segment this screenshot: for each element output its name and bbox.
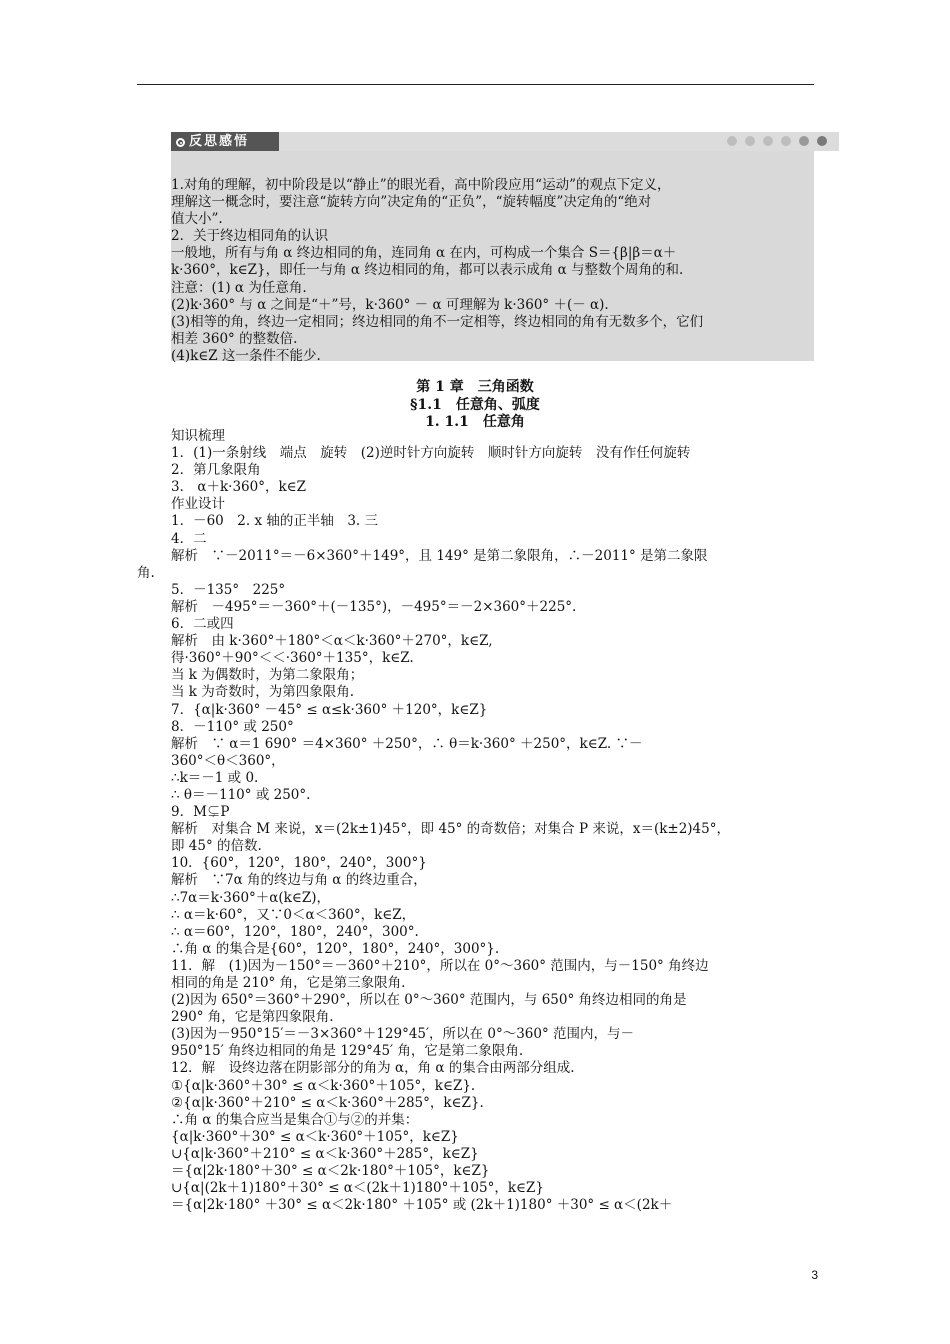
reflection-line: k·360°，k∈Z}，即任一与角 α 终边相同的角，都可以表示成角 α 与整数个周角的和. xyxy=(171,262,684,279)
dot-icon xyxy=(727,136,737,146)
content-line: 解析 ∵－2011°＝－6×360°＋149°，且 149° 是第二象限角，∴－2011° 是第二象限 xyxy=(171,547,708,564)
content-line: (2)因为 650°＝360°＋290°，所以在 0°～360° 范围内，与 650° 角终边相同的角是 xyxy=(171,992,687,1009)
reflection-text xyxy=(171,177,814,365)
reflection-tab xyxy=(171,132,279,151)
target-icon xyxy=(176,138,185,147)
content-line: 5．－135° 225° xyxy=(171,581,286,598)
answer-content xyxy=(137,428,814,1214)
content-line: ∪{α|k·360°＋210° ≤ α＜k·360°＋285°，k∈Z} xyxy=(171,1145,479,1162)
content-line: 作业设计 xyxy=(171,496,225,513)
content-line: 2．第几象限角 xyxy=(171,462,261,479)
content-line: 当 k 为偶数时，为第二象限角； xyxy=(171,667,364,684)
content-line: ＝{α|2k·180°＋30° ≤ α＜2k·180°＋105°，k∈Z} xyxy=(171,1163,490,1180)
content-line: ∴ θ＝－110° 或 250°. xyxy=(171,786,311,803)
content-line: 12．解 设终边落在阴影部分的角为 α，角 α 的集合由两部分组成. xyxy=(171,1060,575,1077)
content-line: 4．二 xyxy=(171,530,207,547)
reflection-line: 2．关于终边相同角的认识 xyxy=(171,228,329,245)
content-line: 360°＜θ＜360°， xyxy=(171,752,285,769)
content-line: 知识梳理 xyxy=(171,428,225,444)
content-line: 6．二或四 xyxy=(171,616,234,633)
content-line: 7．{α|k·360° －45° ≤ α≤k·360° ＋120°，k∈Z} xyxy=(171,701,488,718)
content-line: 1．(1)一条射线 端点 旋转 (2)逆时针方向旋转 顺时针方向旋转 没有作任何旋转 xyxy=(171,445,691,462)
content-line: ①{α|k·360°＋30° ≤ α＜k·360°＋105°，k∈Z}. xyxy=(171,1077,476,1094)
content-line: ∴k＝－1 或 0. xyxy=(171,769,259,786)
decorative-dots xyxy=(727,136,827,146)
content-line: 解析 ∵7α 角的终边与角 α 的终边重合， xyxy=(171,872,427,889)
header-rule xyxy=(137,84,814,85)
content-line: ②{α|k·360°＋210° ≤ α＜k·360°＋285°，k∈Z}. xyxy=(171,1094,484,1111)
dot-icon xyxy=(763,136,773,146)
content-line: 即 45° 的倍数. xyxy=(171,838,262,855)
content-line: ∪{α|(2k＋1)180°＋30° ≤ α＜(2k＋1)180°＋105°，k∈Z} xyxy=(171,1180,544,1197)
reflection-line: (4)k∈Z 这一条件不能少. xyxy=(171,347,321,364)
content-line: ∴角 α 的集合是{60°，120°，180°，240°，300°}. xyxy=(171,940,500,957)
section-title: §1.1 任意角、弧度 xyxy=(410,397,540,413)
content-line: ∴ α＝60°，120°，180°，240°，300°. xyxy=(171,923,419,940)
reflection-title: 反思感悟 xyxy=(189,134,250,149)
content-line: 解析 －495°＝－360°＋(－135°)，－495°＝－2×360°＋225°. xyxy=(171,598,577,615)
content-line: 8．－110° 或 250° xyxy=(171,718,294,735)
content-line: ＝{α|2k·180° ＋30° ≤ α＜2k·180° ＋105° 或 (2k＋1)180° ＋30° ≤ α＜(2k＋ xyxy=(171,1197,673,1214)
content-line: 950°15′ 角终边相同的角是 129°45′ 角，它是第二象限角. xyxy=(171,1043,524,1060)
content-line: 1．－60 2. x 轴的正半轴 3. 三 xyxy=(171,513,379,530)
dot-icon xyxy=(745,136,755,146)
reflection-line: 1.对角的理解，初中阶段是以“静止”的眼光看，高中阶段应用“运动”的观点下定义， xyxy=(171,177,671,193)
dot-icon xyxy=(799,136,809,146)
content-line: 解析 ∵ α＝1 690° ＝4×360° ＋250°，∴ θ＝k·360° ＋250°，k∈Z. ∵－ xyxy=(171,735,643,752)
page-number: 3 xyxy=(811,1268,818,1282)
content-line: ∴7α＝k·360°＋α(k∈Z)， xyxy=(171,889,330,906)
content-line: 3． α＋k·360°，k∈Z xyxy=(171,479,307,496)
subsection-title: 1. 1.1 任意角 xyxy=(425,414,525,430)
content-line: ∴角 α 的集合应当是集合①与②的并集： xyxy=(171,1111,419,1128)
content-line: 得·360°＋90°＜＜·360°＋135°，k∈Z. xyxy=(171,650,414,667)
reflection-header xyxy=(171,132,839,151)
content-line: 相同的角是 210° 角，它是第三象限角. xyxy=(171,975,406,991)
content-line: {α|k·360°＋30° ≤ α＜k·360°＋105°，k∈Z} xyxy=(171,1128,459,1145)
content-line: 9．M⊊P xyxy=(171,804,230,821)
dot-icon xyxy=(781,136,791,146)
content-line: (3)因为－950°15′＝－3×360°＋129°45′，所以在 0°～360° 范围内，与－ xyxy=(171,1026,635,1043)
content-line: 解析 对集合 M 来说，x＝(2k±1)45°，即 45° 的奇数倍；对集合 P 来说，x＝(k±2)45°， xyxy=(171,821,730,838)
dot-icon xyxy=(817,136,827,146)
reflection-line: 注意：(1) α 为任意角. xyxy=(171,279,307,296)
reflection-line: 相差 360° 的整数倍. xyxy=(171,330,298,347)
reflection-line: (2)k·360° 与 α 之间是“＋”号，k·360° － α 可理解为 k·360° ＋(－ α). xyxy=(171,296,609,313)
reflection-line: (3)相等的角，终边一定相同；终边相同的角不一定相等，终边相同的角有无数多个，它们 xyxy=(171,313,704,330)
content-line: 解析 由 k·360°＋180°＜α＜k·360°＋270°，k∈Z, xyxy=(171,633,493,650)
reflection-line: 理解这一概念时，要注意“旋转方向”决定角的“正负”，“旋转幅度”决定角的“绝对 xyxy=(171,194,652,211)
content-line: ∴ α＝k·60°，又∵0＜α＜360°，k∈Z， xyxy=(171,906,416,923)
reflection-line: 值大小”. xyxy=(171,211,223,228)
chapter-title: 第 1 章 三角函数 xyxy=(416,379,534,395)
content-line: 当 k 为奇数时，为第四象限角. xyxy=(171,684,355,701)
content-line: 10．{60°，120°，180°，240°，300°} xyxy=(171,855,427,872)
content-line: 角. xyxy=(137,564,155,581)
content-line: 290° 角，它是第四象限角. xyxy=(171,1009,334,1026)
content-line: 11．解 (1)因为－150°＝－360°＋210°，所以在 0°～360° 范围内，与－150° 角终边 xyxy=(171,957,709,974)
reflection-line: 一般地，所有与角 α 终边相同的角，连同角 α 在内，可构成一个集合 S＝{β|β＝α＋ xyxy=(171,245,677,262)
